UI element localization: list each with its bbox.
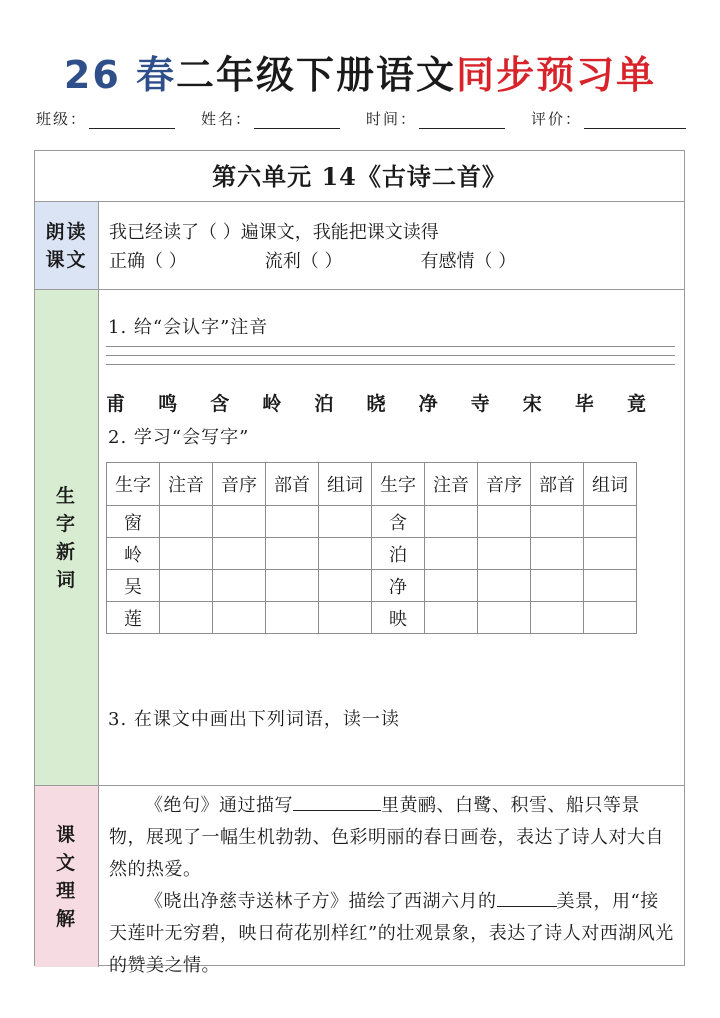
grid-blank-cell[interactable]	[266, 538, 319, 570]
grid-blank-cell[interactable]	[266, 506, 319, 538]
char-item: 寺	[470, 393, 490, 415]
rating-blank[interactable]	[584, 114, 686, 129]
class-field	[36, 108, 175, 129]
grid-blank-cell[interactable]	[584, 602, 637, 634]
grid-blank-cell[interactable]	[425, 506, 478, 538]
reading-option-expressive: 有感情（ ）	[420, 251, 517, 272]
p2-part-a: 《晓出净慈寺送林子方》描绘了西湖六月的	[145, 891, 497, 912]
char-item: 晓	[366, 393, 386, 415]
grid-blank-cell[interactable]	[584, 538, 637, 570]
question-3: 3. 在课文中画出下列词语，读一读	[108, 709, 400, 730]
understanding-section-label	[35, 786, 99, 967]
question-1: 1. 给“会认字”注音	[108, 317, 269, 338]
grid-char-cell: 映	[372, 602, 425, 634]
understanding-section	[99, 786, 684, 976]
grid-blank-cell[interactable]	[160, 506, 213, 538]
reading-label-line2: 课文	[45, 248, 88, 271]
grid-row	[107, 602, 637, 634]
time-blank[interactable]	[419, 114, 505, 129]
understanding-label-char-1: 课	[55, 823, 77, 846]
reading-option-correct: 正确（ ）	[109, 251, 187, 272]
grid-header-cell: 生字	[107, 463, 160, 506]
understanding-paragraph-2	[109, 886, 674, 982]
grid-blank-cell[interactable]	[160, 602, 213, 634]
char-item: 泊	[314, 393, 334, 415]
char-item: 净	[418, 393, 438, 415]
name-blank[interactable]	[254, 114, 340, 129]
words-label-char-1: 生	[55, 484, 77, 507]
understanding-label-char-3: 理	[55, 879, 77, 902]
recognition-chars	[106, 389, 646, 416]
grid-header-cell: 组词	[319, 463, 372, 506]
grid-char-cell: 吴	[107, 570, 160, 602]
grid-blank-cell[interactable]	[531, 602, 584, 634]
grid-blank-cell[interactable]	[584, 570, 637, 602]
time-field	[366, 108, 505, 129]
question-2: 2. 学习“会写字”	[108, 427, 250, 448]
grid-blank-cell[interactable]	[478, 570, 531, 602]
understanding-label-char-4: 解	[55, 907, 77, 930]
grid-blank-cell[interactable]	[213, 506, 266, 538]
grid-blank-cell[interactable]	[160, 538, 213, 570]
grid-blank-cell[interactable]	[531, 506, 584, 538]
grid-blank-cell[interactable]	[584, 506, 637, 538]
grid-char-cell: 泊	[372, 538, 425, 570]
title-part-1: 26 春	[63, 53, 177, 97]
grid-blank-cell[interactable]	[213, 602, 266, 634]
grid-blank-cell[interactable]	[266, 602, 319, 634]
char-item: 甫	[106, 393, 126, 415]
char-item: 含	[210, 393, 230, 415]
grid-blank-cell[interactable]	[319, 570, 372, 602]
grid-header-cell: 注音	[425, 463, 478, 506]
char-item: 岭	[262, 393, 282, 415]
reading-line-2	[109, 247, 684, 276]
char-item: 毕	[574, 393, 594, 415]
grid-char-cell: 窗	[107, 506, 160, 538]
grid-header-cell: 注音	[160, 463, 213, 506]
grid-header-cell: 生字	[372, 463, 425, 506]
worksheet-title	[0, 44, 720, 99]
grid-blank-cell[interactable]	[213, 570, 266, 602]
grid-blank-cell[interactable]	[425, 602, 478, 634]
grid-header-cell: 音序	[478, 463, 531, 506]
grid-blank-cell[interactable]	[319, 506, 372, 538]
p1-part-b: 里黄鹂、白鹭、积雪、船只等景物，展现了一幅生机勃勃、色彩明丽的春日画卷，表达了诗人对大自然的热爱。	[109, 795, 664, 880]
words-label-char-2: 字	[55, 512, 77, 535]
grid-char-cell: 莲	[107, 602, 160, 634]
rating-label: 评价：	[530, 110, 582, 128]
p1-part-a: 《绝句》通过描写	[145, 795, 293, 816]
grid-blank-cell[interactable]	[213, 538, 266, 570]
grid-header-cell: 音序	[213, 463, 266, 506]
title-part-3: 同步预习单	[456, 53, 657, 97]
grid-blank-cell[interactable]	[531, 570, 584, 602]
grid-char-cell: 岭	[107, 538, 160, 570]
grid-blank-cell[interactable]	[319, 602, 372, 634]
understanding-paragraph-1	[109, 790, 674, 886]
char-item: 鸣	[158, 393, 178, 415]
reading-section	[99, 202, 684, 290]
grid-header-cell: 组词	[584, 463, 637, 506]
writing-chars-grid	[106, 462, 637, 634]
grid-blank-cell[interactable]	[478, 602, 531, 634]
grid-blank-cell[interactable]	[425, 538, 478, 570]
time-label: 时间：	[365, 110, 417, 128]
grid-row	[107, 538, 637, 570]
grid-blank-cell[interactable]	[425, 570, 478, 602]
reading-label-line1: 朗读	[45, 220, 88, 243]
class-label: 班级：	[36, 110, 88, 128]
student-info-line	[36, 108, 686, 129]
unit-title: 第六单元 14《古诗二首》	[35, 151, 684, 202]
name-field	[201, 108, 340, 129]
new-words-content	[98, 289, 685, 785]
grid-row	[107, 570, 637, 602]
grid-blank-cell[interactable]	[266, 570, 319, 602]
words-label-char-4: 词	[55, 568, 77, 591]
grid-blank-cell[interactable]	[478, 538, 531, 570]
grid-blank-cell[interactable]	[531, 538, 584, 570]
grid-header-cell: 部首	[531, 463, 584, 506]
understanding-label-char-2: 文	[55, 851, 77, 874]
title-part-2: 二年级下册语文	[176, 53, 457, 97]
grid-char-cell: 净	[372, 570, 425, 602]
rating-field	[531, 108, 686, 129]
grid-header-row	[107, 463, 637, 506]
reading-section-label	[35, 202, 99, 290]
pinyin-writing-lines[interactable]	[106, 346, 675, 373]
p1-answer-blank[interactable]	[293, 790, 381, 811]
reading-option-fluent: 流利（ ）	[264, 251, 343, 272]
name-label: 姓名：	[200, 110, 252, 128]
char-item: 宋	[522, 393, 542, 415]
grid-blank-cell[interactable]	[478, 506, 531, 538]
p2-answer-blank[interactable]	[497, 886, 557, 907]
words-label-char-3: 新	[55, 540, 77, 563]
grid-char-cell: 含	[372, 506, 425, 538]
reading-line-1: 我已经读了（ ）遍课文，我能把课文读得	[109, 222, 439, 243]
grid-blank-cell[interactable]	[160, 570, 213, 602]
grid-blank-cell[interactable]	[319, 538, 372, 570]
class-blank[interactable]	[89, 114, 175, 129]
p2-part-b: 美景，用“接天莲叶无穷碧，映日荷花别样红”的壮观景象，表达了诗人对西湖风光的赞美之情。	[109, 891, 674, 976]
new-words-section-label	[35, 290, 99, 786]
char-item: 竟	[626, 393, 646, 415]
grid-header-cell: 部首	[266, 463, 319, 506]
grid-row	[107, 506, 637, 538]
